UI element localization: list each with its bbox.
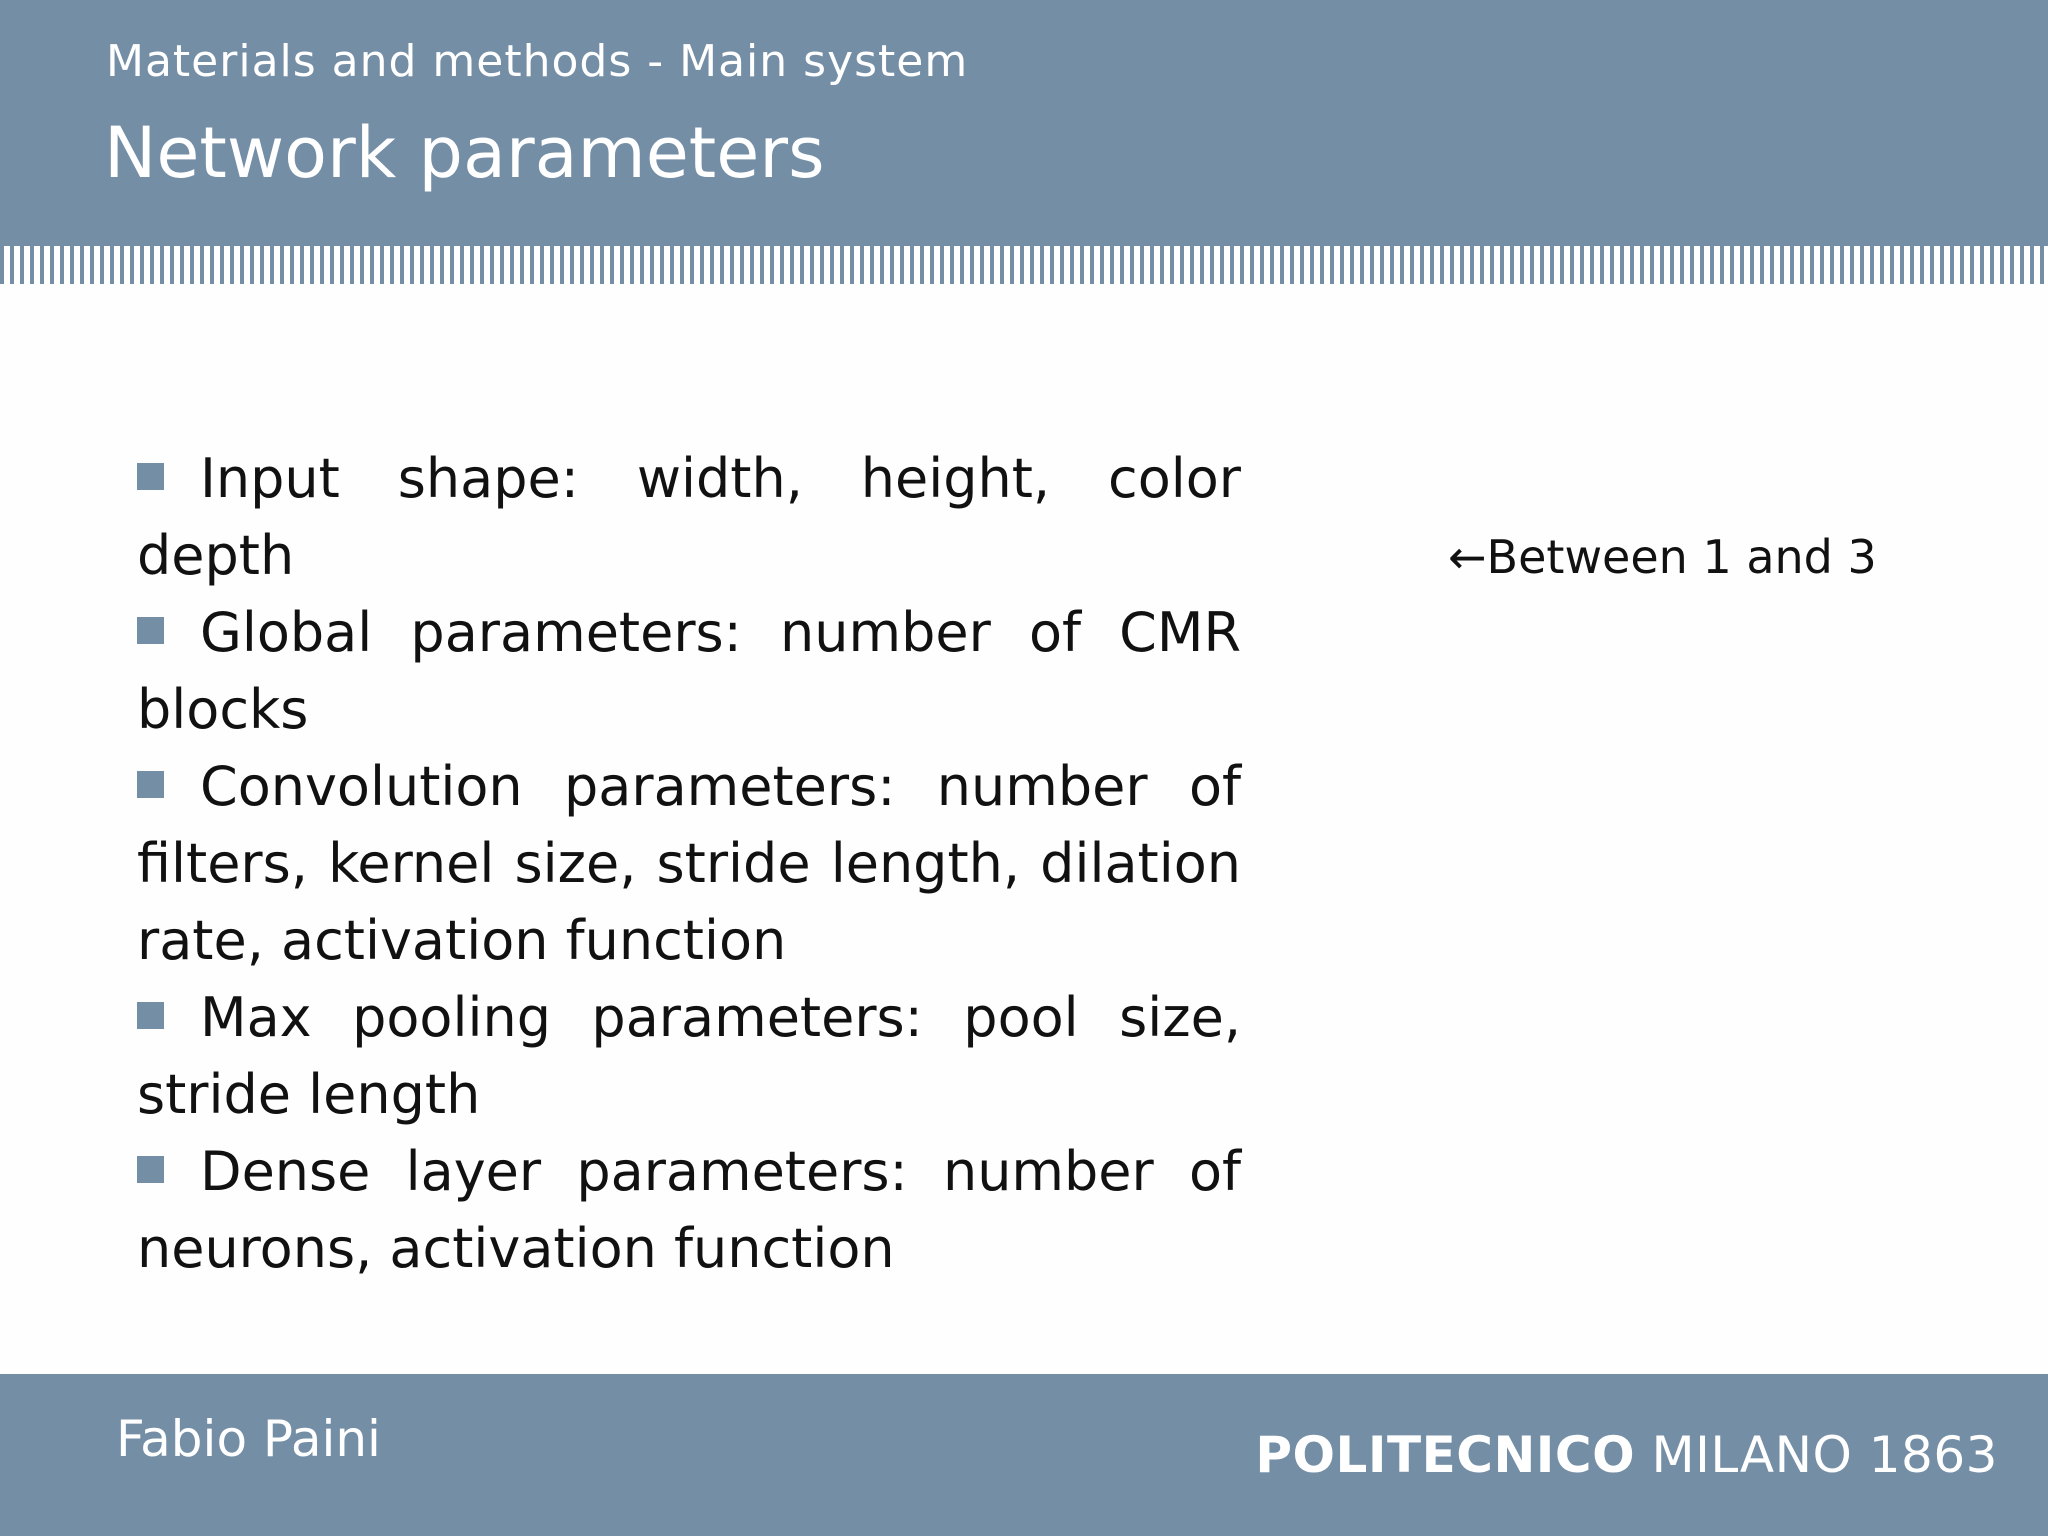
bullet-item <box>137 979 1241 1133</box>
logo-regular-text: MILANO 1863 <box>1651 1426 1998 1484</box>
bullet-text: Dense layer parameters: number of neurons, activation function <box>137 1140 1241 1280</box>
square-bullet-icon <box>137 463 164 490</box>
bullet-item <box>137 440 1241 594</box>
slide-footer <box>0 1374 2048 1536</box>
square-bullet-icon <box>137 1002 164 1029</box>
square-bullet-icon <box>137 771 164 798</box>
author-name: Fabio Paini <box>116 1410 381 1468</box>
header-tick-rule <box>0 246 2048 284</box>
slide-header <box>0 0 2048 246</box>
logo-bold-text: POLITECNICO <box>1255 1426 1636 1484</box>
bullet-item <box>137 1133 1241 1287</box>
bullet-text: Max pooling parameters: pool size, stride length <box>137 986 1241 1126</box>
slide-title: Network parameters <box>104 112 825 194</box>
square-bullet-icon <box>137 617 164 644</box>
section-title: Materials and methods - Main system <box>106 36 969 87</box>
bullet-list <box>137 440 1241 1287</box>
bullet-item <box>137 594 1241 748</box>
square-bullet-icon <box>137 1156 164 1183</box>
bullet-text: Global parameters: number of CMR blocks <box>137 601 1241 741</box>
bullet-text: Input shape: width, height, color depth <box>137 447 1241 587</box>
bullet-text: Convolution parameters: number of filters, kernel size, stride length, dilation rate, activation function <box>137 755 1241 972</box>
institution-logo <box>1255 1426 1998 1484</box>
side-note: ←Between 1 and 3 <box>1448 530 1877 584</box>
bullet-item <box>137 748 1241 979</box>
